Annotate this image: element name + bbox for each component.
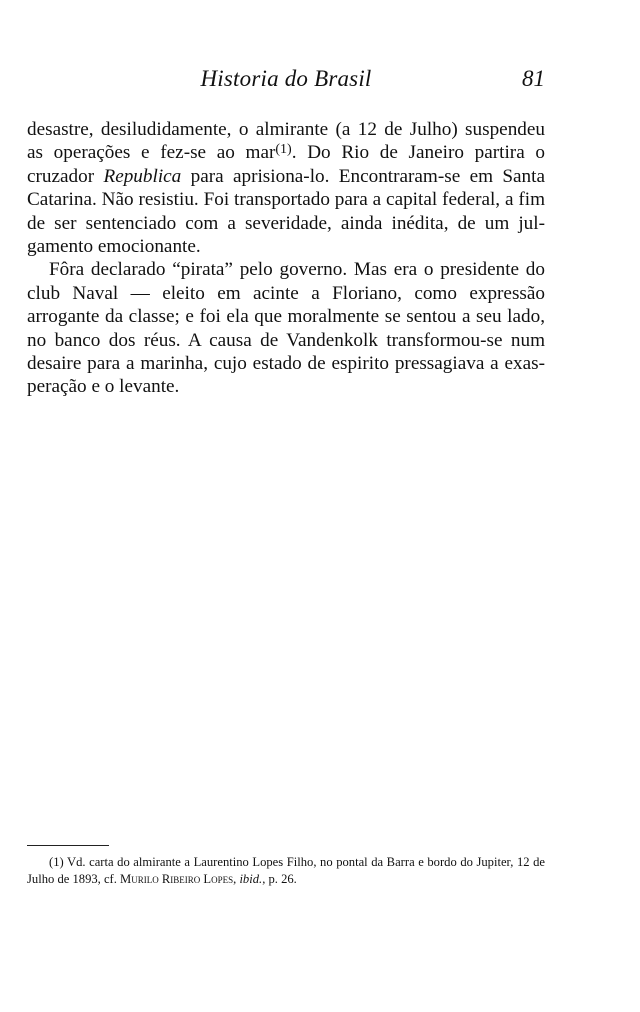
page-number: 81 xyxy=(522,66,545,91)
footnote-separator: , xyxy=(233,872,240,886)
paragraph-1-text-b: . Do Rio de Janeiro partira o cruzador xyxy=(27,142,545,187)
body-text xyxy=(27,118,545,399)
footnote-author: Murilo Ribeiro Lopes xyxy=(120,872,234,886)
footnote-page: , p. 26. xyxy=(262,872,297,886)
running-title: Historia do Brasil xyxy=(200,66,372,91)
footnote xyxy=(27,854,545,888)
ship-name: Republica xyxy=(103,165,182,187)
paragraph-1-text-c: para aprisiona-lo. Encontraram-se em Santa Catarina. Não resistiu. Foi transportado para a capital federal, a fim de ser sentenciado com a severidade, ainda inédita, de um julgamento emocionante. xyxy=(27,165,545,258)
footnote-text: (1) Vd. carta do almirante a Laurentino Lopes Filho, no pontal da Barra e bordo do Jupiter, 12 de Julho de 1893, cf. xyxy=(27,855,545,886)
paragraph-1 xyxy=(27,118,545,258)
paragraph-2: Fôra declarado “pirata” pelo governo. Mas era o presidente do club Naval — eleito em acinte a Floriano, como expressão arrogante da classe; e foi ela que moralmente se sentou a seu lado, no banco dos réus. A causa de Vandenkolk transformou-se num desaire para a marinha, cujo estado de espirito pressagiava a exasperação e o levante. xyxy=(27,259,545,398)
footnote-divider xyxy=(27,845,109,846)
page-header xyxy=(27,66,545,96)
footnote-reference: (1) xyxy=(275,142,292,158)
footnote-ibid: ibid. xyxy=(239,872,263,886)
paragraph-1-text-a: desastre, desiludidamente, o almirante (a 12 de Julho) suspendeu as operações e fez-se ao mar xyxy=(27,119,545,164)
